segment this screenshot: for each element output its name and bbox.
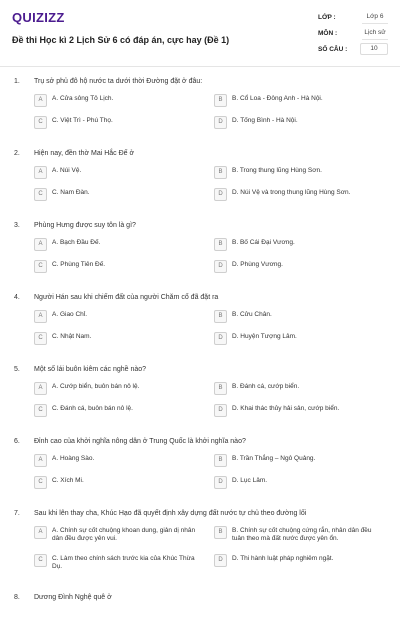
option-letter-box: B bbox=[214, 238, 227, 251]
option-letter-box: C bbox=[34, 476, 47, 489]
option-letter-box: C bbox=[34, 188, 47, 201]
document-title: Đề thi Học kì 2 Lịch Sử 6 có đáp án, cực hay (Đề 1) bbox=[12, 35, 230, 45]
option-text: B. Chính sự cốt chuộng cứng rắn, nhân dân đều tuân theo mà đất nước được yên ổn. bbox=[232, 527, 372, 542]
option-letter-box: A bbox=[34, 526, 47, 539]
option-text: A. Giao Chỉ. bbox=[52, 311, 88, 318]
option-text: D. Huyện Tượng Lâm. bbox=[232, 333, 297, 340]
question-text: Đỉnh cao của khởi nghĩa nông dân ở Trung Quốc là khởi nghĩa nào? bbox=[34, 438, 246, 445]
question-number: 3. bbox=[14, 222, 20, 229]
option-row bbox=[34, 92, 386, 114]
answer-options bbox=[34, 236, 386, 280]
option-letter-box: C bbox=[34, 554, 47, 567]
option-text: B. Trần Thắng – Ngô Quảng. bbox=[232, 455, 316, 462]
meta-count-label: SỐ CÂU : bbox=[318, 46, 348, 53]
question-item bbox=[14, 74, 386, 146]
question-item bbox=[14, 290, 386, 362]
answer-options bbox=[34, 380, 386, 424]
option-letter-box: D bbox=[214, 476, 227, 489]
option-text: A. Hoàng Sào. bbox=[52, 455, 95, 462]
option-text: D. Lục Lâm. bbox=[232, 477, 268, 484]
header-divider bbox=[0, 66, 400, 67]
option-text: A. Núi Vệ. bbox=[52, 167, 82, 174]
question-list bbox=[0, 74, 400, 618]
meta-count-value: 10 bbox=[360, 43, 388, 55]
option-text: B. Đánh cá, cướp biển. bbox=[232, 383, 300, 390]
question-item bbox=[14, 218, 386, 290]
option-row bbox=[34, 164, 386, 186]
question-spacer bbox=[14, 608, 386, 618]
question-spacer bbox=[14, 280, 386, 290]
option-letter-box: A bbox=[34, 238, 47, 251]
option-row bbox=[34, 524, 386, 552]
question-spacer bbox=[14, 496, 386, 506]
option-row bbox=[34, 186, 386, 208]
question-header bbox=[14, 362, 386, 380]
option-letter-box: A bbox=[34, 382, 47, 395]
option-letter-box: C bbox=[34, 116, 47, 129]
meta-class-row bbox=[318, 10, 388, 26]
option-letter-box: D bbox=[214, 260, 227, 273]
question-text: Một số lái buôn kiêm các nghề nào? bbox=[34, 366, 147, 373]
header bbox=[12, 10, 388, 60]
question-item bbox=[14, 506, 386, 590]
option-text: D. Thi hành luật pháp nghiêm ngặt. bbox=[232, 555, 334, 562]
option-text: D. Núi Vệ và trong thung lũng Hùng Sơn. bbox=[232, 189, 351, 196]
option-text: A. Cửa sông Tô Lịch. bbox=[52, 95, 114, 102]
question-number: 4. bbox=[14, 294, 20, 301]
meta-subject-row bbox=[318, 26, 388, 42]
option-text: B. Cửu Chân. bbox=[232, 311, 272, 318]
option-text: C. Việt Trì - Phú Thọ. bbox=[52, 117, 113, 124]
option-letter-box: D bbox=[214, 404, 227, 417]
option-row bbox=[34, 114, 386, 136]
question-spacer bbox=[14, 352, 386, 362]
option-letter-box: A bbox=[34, 94, 47, 107]
question-text: Phùng Hưng được suy tôn là gì? bbox=[34, 222, 136, 229]
option-row bbox=[34, 330, 386, 352]
option-text: C. Xích Mi. bbox=[52, 477, 84, 484]
question-header bbox=[14, 290, 386, 308]
option-letter-box: B bbox=[214, 382, 227, 395]
option-text: B. Bố Cái Đại Vương. bbox=[232, 239, 295, 246]
question-number: 8. bbox=[14, 594, 20, 601]
option-row bbox=[34, 452, 386, 474]
question-number: 5. bbox=[14, 366, 20, 373]
question-text: Sau khi lên thay cha, Khúc Hạo đã quyết định xây dựng đất nước tự chủ theo đường lối bbox=[34, 510, 307, 517]
option-letter-box: D bbox=[214, 554, 227, 567]
question-item bbox=[14, 434, 386, 506]
question-item bbox=[14, 146, 386, 218]
option-row bbox=[34, 552, 386, 580]
option-letter-box: A bbox=[34, 310, 47, 323]
question-text: Trụ sở phủ đô hộ nước ta dưới thời Đường đặt ở đâu: bbox=[34, 78, 203, 85]
option-letter-box: D bbox=[214, 116, 227, 129]
question-header bbox=[14, 590, 386, 608]
option-letter-box: D bbox=[214, 332, 227, 345]
option-text: C. Làm theo chính sách trước kia của Khúc Thừa Dụ. bbox=[52, 555, 195, 570]
question-spacer bbox=[14, 136, 386, 146]
question-item bbox=[14, 590, 386, 618]
question-number: 7. bbox=[14, 510, 20, 517]
question-spacer bbox=[14, 424, 386, 434]
quiz-meta bbox=[318, 10, 388, 58]
quizizz-logo: QUIZIZZ bbox=[12, 10, 65, 25]
option-text: B. Trong thung lũng Hùng Sơn. bbox=[232, 167, 322, 174]
answer-options bbox=[34, 524, 386, 580]
question-header bbox=[14, 74, 386, 92]
option-letter-box: C bbox=[34, 260, 47, 273]
meta-subject-value: Lịch sử bbox=[362, 27, 388, 40]
option-text: A. Cướp biển, buôn bán nô lệ. bbox=[52, 383, 140, 390]
option-text: C. Phùng Tiên Đế. bbox=[52, 261, 106, 268]
option-row bbox=[34, 236, 386, 258]
answer-options bbox=[34, 92, 386, 136]
option-letter-box: B bbox=[214, 454, 227, 467]
option-row bbox=[34, 474, 386, 496]
option-letter-box: B bbox=[214, 526, 227, 539]
option-row bbox=[34, 258, 386, 280]
question-item bbox=[14, 362, 386, 434]
meta-class-value: Lớp 6 bbox=[362, 11, 388, 24]
option-text: D. Khai thác thủy hải sản, cướp biển. bbox=[232, 405, 340, 412]
option-text: A. Bạch Đầu Đế. bbox=[52, 239, 101, 246]
question-number: 6. bbox=[14, 438, 20, 445]
question-header bbox=[14, 506, 386, 524]
question-spacer bbox=[14, 580, 386, 590]
meta-subject-label: MÔN : bbox=[318, 30, 338, 37]
option-letter-box: B bbox=[214, 94, 227, 107]
answer-options bbox=[34, 308, 386, 352]
option-letter-box: B bbox=[214, 166, 227, 179]
option-letter-box: C bbox=[34, 404, 47, 417]
meta-class-label: LỚP : bbox=[318, 14, 336, 21]
option-text: A. Chính sự cốt chuộng khoan dung, giản dị nhân dân đều được yên vui. bbox=[52, 527, 196, 542]
option-text: D. Phùng Vương. bbox=[232, 261, 283, 268]
option-row bbox=[34, 402, 386, 424]
option-letter-box: A bbox=[34, 166, 47, 179]
option-letter-box: B bbox=[214, 310, 227, 323]
question-header bbox=[14, 146, 386, 164]
option-text: C. Nhật Nam. bbox=[52, 333, 92, 340]
question-text: Hiện nay, đền thờ Mai Hắc Đế ở bbox=[34, 150, 135, 157]
option-letter-box: A bbox=[34, 454, 47, 467]
meta-count-row bbox=[318, 42, 388, 58]
option-letter-box: C bbox=[34, 332, 47, 345]
option-text: C. Đánh cá, buôn bán nô lệ. bbox=[52, 405, 133, 412]
option-text: C. Nam Đàn. bbox=[52, 189, 90, 196]
option-text: D. Tống Bình - Hà Nội. bbox=[232, 117, 298, 124]
option-row bbox=[34, 380, 386, 402]
option-row bbox=[34, 308, 386, 330]
question-number: 2. bbox=[14, 150, 20, 157]
option-text: B. Cổ Loa - Đông Anh - Hà Nội. bbox=[232, 95, 323, 102]
option-letter-box: D bbox=[214, 188, 227, 201]
question-header bbox=[14, 218, 386, 236]
question-spacer bbox=[14, 208, 386, 218]
question-text: Dương Đình Nghệ quê ở bbox=[34, 594, 112, 601]
answer-options bbox=[34, 164, 386, 208]
question-header bbox=[14, 434, 386, 452]
answer-options bbox=[34, 452, 386, 496]
question-number: 1. bbox=[14, 78, 20, 85]
question-text: Người Hán sau khi chiếm đất của người Chăm cổ đã đặt ra bbox=[34, 294, 219, 301]
